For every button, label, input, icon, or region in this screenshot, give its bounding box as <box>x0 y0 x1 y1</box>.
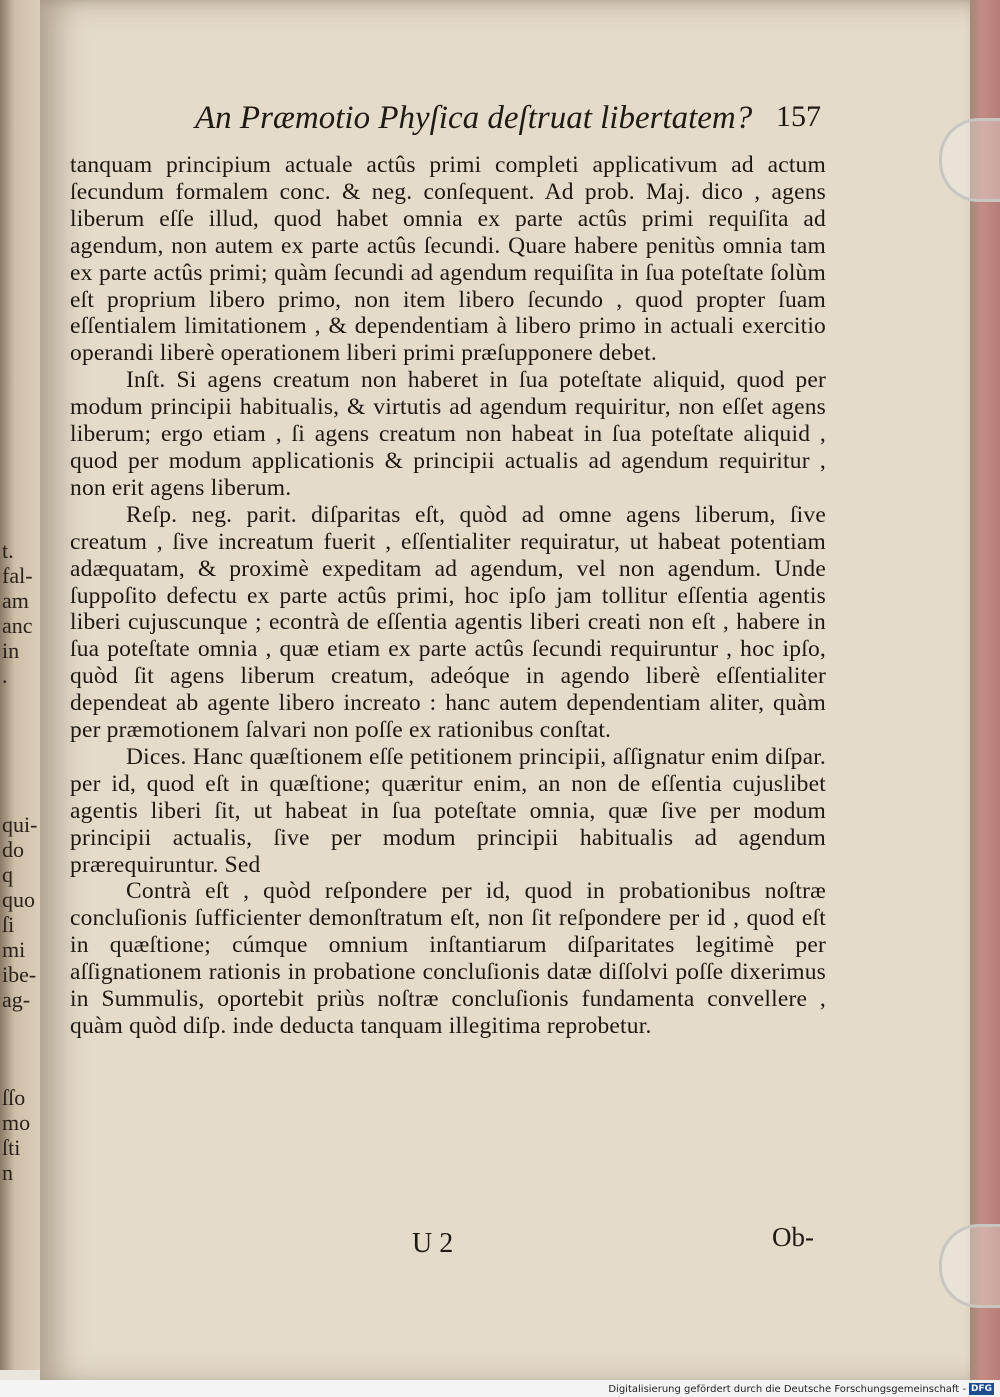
paragraph: Inſt. Si agens creatum non haberet in ſua poteſtate aliquid, quod per modum principii habitualis, & virtutis ad agendum requiritur, non eſſet agens liberum; ergo etiam , ſi agens creatum non habeat in ſua poteſtate aliquid , quod per modum applicationis & principii actualis ad agendum requiritur , non erit agens liberum. <box>70 367 826 501</box>
page-edge <box>970 0 1000 1390</box>
signature-mark: U 2 <box>412 1228 454 1259</box>
paragraph: tanquam principium actuale actûs primi completi applicativum ad actum ſecundum formalem conc. & neg. conſequent. Ad prob. Maj. dico , agens liberum eſſe illud, quod habet omnia ex parte actûs primi requiſita ad agendum, non autem ex parte actûs ſecundi. Quare habere penitùs omnia tam ex parte actûs primi; quàm ſecundi ad agendum requiſita in ſua poteſtate ſolùm eſt proprium libero primo, non item libero ſecundo , quod propter ſuam eſſentialem limitationem , & dependentiam à libero primo in actuali exercitio operandi liberè operationem liberi primi præſupponere debet. <box>70 152 826 367</box>
digitization-footer <box>0 1380 1000 1397</box>
facing-page-text-fragment: qui- do q quo ſi mi ibe- ag- <box>2 812 38 1012</box>
dfg-logo-icon: DFG <box>970 1384 992 1394</box>
paragraph: Dices. Hanc quæſtionem eſſe petitionem principii, aſſignatur enim diſpar. per id, quod eſt in quæſtione; quæritur enim, an non de eſſentia cujuslibet agentis liberi ſit, ut habeat in ſua poteſtate omnia, quæ ſive per modum principii actualis, ſive per modum principii habitualis ad agendum prærequiruntur. Sed <box>70 743 826 878</box>
digitization-note: Digitalisierung gefördert durch die Deutsche Forschungsgemeinschaft - <box>608 1384 966 1395</box>
facing-page-text-fragment: ſſo mo ſti n <box>2 1085 31 1185</box>
paragraph: Reſp. neg. parit. diſparitas eſt, quòd ad omne agens liberum, ſive creatum , ſive increatum fuerit , eſſentialiter requiratur, ut habeat potentiam adæquatam, & proximè expeditam ad agendum, vel non agendum. Unde ſuppoſito defectu ex parte actûs primi, hoc ipſo jam tollitur eſſentia agentis liberi cujuscunque ; econtrà de eſſentia agentis liberi creati non eſt , habere in ſua poteſtate omnia , quæ etiam ex parte actûs ſecundi requiruntur , hoc ipſo, quòd ſit agens liberum creatum, adeóque in agendo liberè eſſentialiter dependeat ab agente libero increato : hanc autem dependentiam aliter, quàm per præmotionem ſalvari non poſſe ex rationibus conſtat. <box>70 501 826 744</box>
running-header: An Præmotio Phyſica deſtruat libertatem? <box>195 100 753 136</box>
page-number: 157 <box>776 100 821 133</box>
catchword: Ob- <box>772 1222 814 1252</box>
facing-page-edge <box>0 0 42 1370</box>
facing-page-text-fragment: t. fal- am anc in . <box>2 538 33 688</box>
body-text <box>70 152 826 1040</box>
paragraph: Contrà eſt , quòd reſpondere per id, quod in probationibus noſtræ concluſionis ſufficienter demonſtratum eſt, non ſit reſpondere per id , quod eſt in quæſtione; cúmque omnium inſtantiarum diſparitates legitimè per aſſignationem rationis in probatione concluſionis datæ diſſolvi poſſe dixerimus in Summulis, oportebit priùs noſtræ concluſionis fundamenta convellere , quàm quòd diſp. inde deducta tanquam illegitima reprobetur. <box>70 878 826 1039</box>
